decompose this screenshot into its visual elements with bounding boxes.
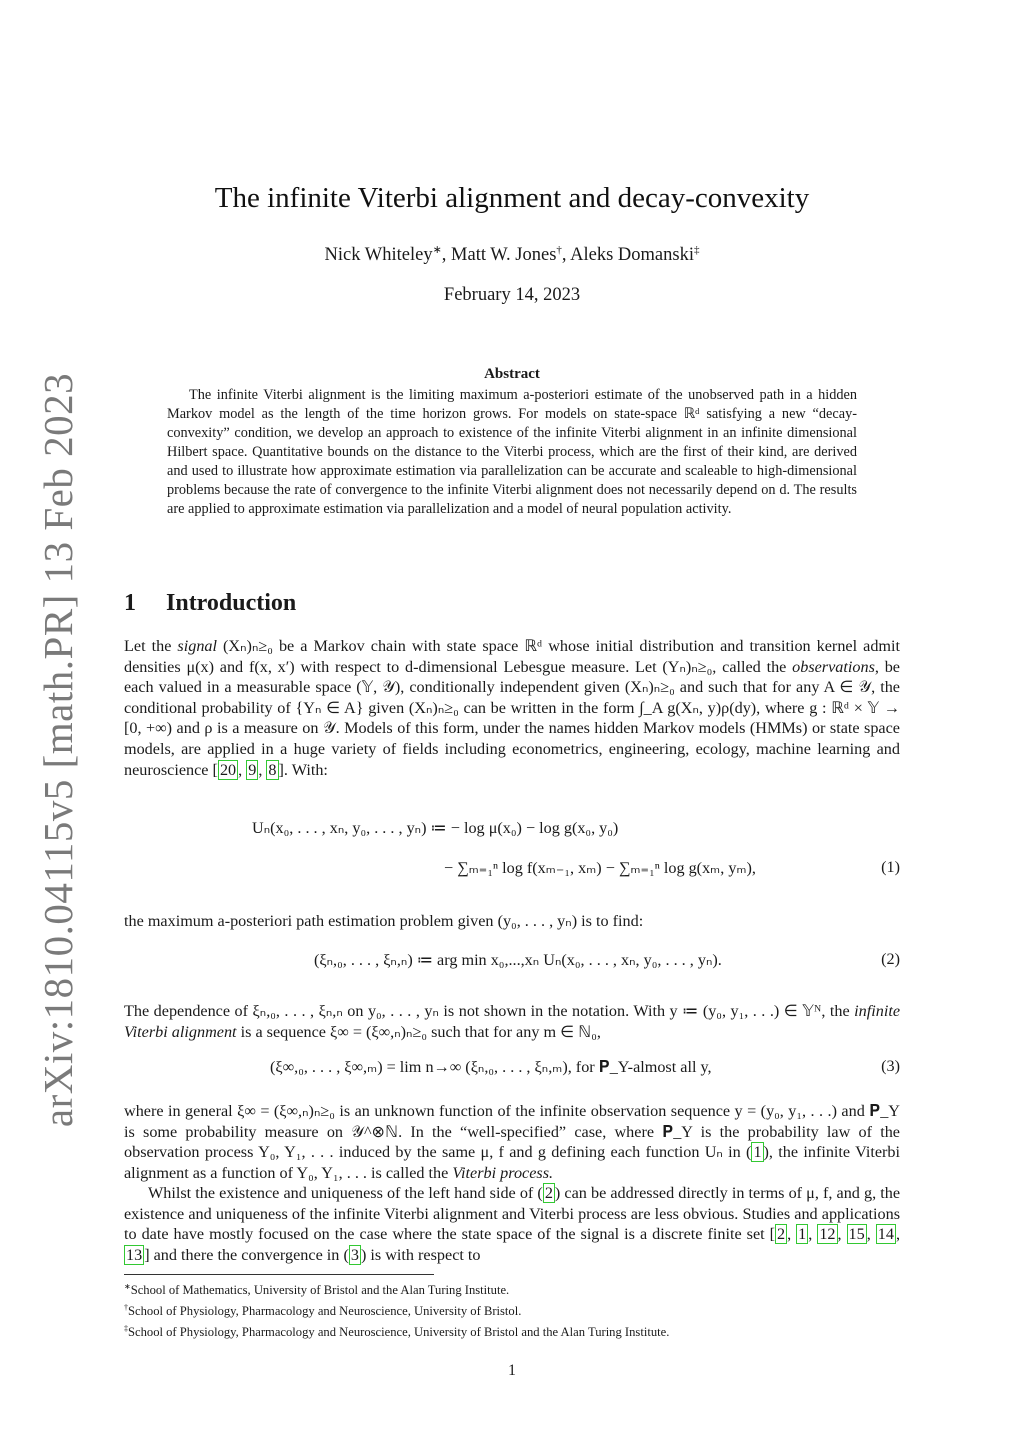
text-run: ] and there the convergence in ( <box>144 1245 349 1264</box>
footnote-mark: † <box>124 1303 128 1313</box>
citation-link[interactable]: 13 <box>126 1245 143 1264</box>
paragraph: the maximum a-posteriori path estimation problem given (y₀, . . . , yₙ) is to find: <box>124 912 644 930</box>
arxiv-identifier: arXiv:1810.04115v5 [math.PR] 13 Feb 2023 <box>35 372 81 1128</box>
footnote-text: School of Physiology, Pharmacology and Neuroscience, University of Bristol and the Alan Turing Institute. <box>128 1325 670 1340</box>
emphasis: observations <box>792 657 875 676</box>
section-heading <box>124 590 296 617</box>
footnote-text: School of Mathematics, University of Bristol and the Alan Turing Institute. <box>130 1283 510 1298</box>
paragraph <box>124 1001 900 1042</box>
author-mark[interactable]: ∗ <box>432 244 442 256</box>
text-run: is a sequence ξ∞ = (ξ∞,ₙ)ₙ≥₀ such that for any m ∈ ℕ₀, <box>236 1022 601 1041</box>
footnote <box>124 1299 900 1320</box>
citation-link[interactable]: 14 <box>877 1225 894 1244</box>
publication-date: February 14, 2023 <box>443 285 581 305</box>
paragraph: Whilst the existence and uniqueness of the left hand side of ( 2 ) can be addressed directly in terms of μ, f, and g, the existence and uniqueness of the infinite Viterbi alignment and Viterbi process are less obvious. Studies and applications to date have mostly focused on the case where the state space of the signal is a discrete finite set [ 2 , 1 , 12 , 15 , 14 , 13 ] and there the convergence in ( 3 ) is with respect to <box>124 1184 901 1264</box>
text-run: ) can be addressed directly in terms of μ, f, and g, the existence and uniqueness of the infinite Viterbi alignment and Viterbi process are less obvious. Studies and applications to date have mostly focused on the case where the state space of the signal is a discrete finite set [ <box>124 1184 901 1244</box>
footnote-mark: ∗ <box>124 1282 131 1291</box>
author-mark[interactable]: † <box>556 244 562 256</box>
text-run: where in general ξ∞ = (ξ∞,ₙ)ₙ≥₀ is an unknown function of the infinite observation sequence y = (y₀, y₁, . . .) and 𝐏_Y is some probability measure on 𝒴^⊗ℕ. In the “well-specified” case, where 𝐏_Y is the probability law of the observation process Y₀, Y₁, . . . induced by the same μ, f and g defining each function Uₙ in ( <box>124 1102 900 1162</box>
citation-link[interactable]: 8 <box>268 760 277 779</box>
text-run: ), the infinite Viterbi alignment as a function of Y₀, Y₁, . . . is called the <box>124 1143 900 1182</box>
footnote-text: School of Physiology, Pharmacology and Neuroscience, University of Bristol. <box>128 1304 522 1319</box>
abstract-heading: Abstract <box>484 366 540 382</box>
paper-title: The infinite Viterbi alignment and decay-convexity <box>214 182 810 214</box>
author-separator: , <box>561 245 571 266</box>
text-run: (Xₙ)ₙ≥₀ be a Markov chain with state space ℝᵈ whose initial distribution and transition kernel admit densities μ(x) and f(x, x′) with respect to d-dimensional Lebesgue measure. Let (Yₙ)ₙ≥₀, called the <box>124 637 900 676</box>
text-run: ) is with respect to <box>360 1245 481 1264</box>
emphasis: infinite Viterbi alignment <box>124 1002 900 1041</box>
text-run: ]. With: <box>278 760 328 779</box>
citation-link[interactable]: 9 <box>248 760 257 779</box>
author-mark[interactable]: ‡ <box>693 244 700 256</box>
equation-body: − ∑ₘ₌₁ⁿ log f(xₘ₋₁, xₘ) − ∑ₘ₌₁ⁿ log g(xₘ, yₘ), <box>444 859 756 877</box>
abstract-text: The infinite Viterbi alignment is the limiting maximum a-posteriori estimate of the unobserved path in a hidden Markov model as the length of the time horizon grows. For models on state-space ℝᵈ satisfying a new “decay-convexity” condition, we develop an approach to existence of the infinite Viterbi alignment in an infinite dimensional Hilbert space. Quantitative bounds on the distance to the Viterbi process, which are the first of their kind, are derived and used to illustrate how approximate estimation via parallelization can be accurate and scaleable to high-dimensional problems because the rate of convergence to the infinite Viterbi alignment does not necessarily depend on d. The results are applied to approximate estimation via parallelization and a model of neural population activity. <box>167 387 857 517</box>
equation-number: (2) <box>881 950 900 968</box>
paragraph <box>124 1101 900 1183</box>
emphasis: Viterbi process. <box>452 1163 554 1182</box>
text-run: The dependence of ξₙ,₀, . . . , ξₙ,ₙ on y₀, . . . , yₙ is not shown in the notation. With y ≔ (y₀, y₁, . . .) ∈ 𝕐ᴺ, the <box>124 1002 855 1020</box>
equation-body: (ξₙ,₀, . . . , ξₙ,ₙ) ≔ arg min x₀,...,xₙ Uₙ(x₀, . . . , xₙ, y₀, . . . , yₙ). <box>314 951 722 969</box>
equation-reference-link[interactable]: 3 <box>350 1245 359 1264</box>
paragraph: Let the signal (Xₙ)ₙ≥₀ be a Markov chain with state space ℝᵈ whose initial distribution and transition kernel admit densities μ(x) and f(x, x′) with respect to d-dimensional Lebesgue measure. Let (Yₙ)ₙ≥₀, called the observations, be each valued in a measurable space (𝕐, 𝒴), conditionally independent given (Xₙ)ₙ≥₀ and such that for any A ∈ 𝒴, the conditional probability of {Yₙ ∈ A} given (Xₙ)ₙ≥₀ can be written in the form ∫_A g(Xₙ, y)ρ(dy), where g : ℝᵈ × 𝕐 → [0, +∞) and ρ is a measure on 𝒴. Models of this form, under the names hidden Markov models (HMMs) or state space models, are applied in a huge variety of fields including econometrics, engineering, ecology, machine learning and neuroscience [ 20 , 9 , 8 ]. With: <box>124 637 900 779</box>
footnote <box>124 1320 900 1341</box>
page-number: 1 <box>508 1362 516 1379</box>
citation-link[interactable]: 15 <box>848 1225 865 1244</box>
author-name: Nick Whiteley <box>324 245 433 266</box>
equation-body: (ξ∞,₀, . . . , ξ∞,ₘ) = lim n→∞ (ξₙ,₀, . . . , ξₙ,ₘ), for 𝐏_Y-almost all y, <box>270 1058 712 1076</box>
citation-link[interactable]: 2 <box>777 1225 786 1244</box>
footnotes <box>124 1278 900 1342</box>
author-separator: , <box>441 245 452 266</box>
equation-reference-link[interactable]: 1 <box>753 1143 762 1162</box>
text-run: Whilst the existence and uniqueness of the left hand side of ( <box>148 1184 543 1202</box>
text-run: Let the <box>124 637 178 655</box>
footnote-mark: ‡ <box>124 1324 128 1334</box>
author-name: Matt W. Jones <box>451 245 557 266</box>
footnote-divider <box>124 1274 434 1275</box>
equation-number: (3) <box>881 1057 900 1075</box>
equation-number: (1) <box>881 858 900 876</box>
citation-link[interactable]: 12 <box>819 1225 836 1244</box>
text-run: , be each valued in a measurable space (𝕐, 𝒴), conditionally independent given (Xₙ)ₙ≥₀ and such that for any A ∈ 𝒴, the conditional probability of {Yₙ ∈ A} given (Xₙ)ₙ≥₀ can be written in the form ∫_A g(Xₙ, y)ρ(dy), where g : ℝᵈ × 𝕐 → [0, +∞) and ρ is a measure on 𝒴. Models of this form, under the names hidden Markov models (HMMs) or state space models, are applied in a huge variety of fields including econometrics, engineering, ecology, machine learning and neuroscience [ <box>124 657 900 779</box>
equation-body: Uₙ(x₀, . . . , xₙ, y₀, . . . , yₙ) ≔ − log μ(x₀) − log g(x₀, y₀) <box>252 819 619 837</box>
citation-link[interactable]: 1 <box>798 1225 807 1244</box>
author-name: Aleks Domanski <box>570 245 694 266</box>
section-title: Introduction <box>166 590 297 616</box>
author-list <box>0 243 1024 266</box>
section-number: 1 <box>124 590 136 616</box>
emphasis: signal <box>177 637 217 655</box>
footnote <box>124 1278 900 1299</box>
equation-reference-link[interactable]: 2 <box>544 1184 553 1202</box>
citation-link[interactable]: 20 <box>219 760 237 779</box>
